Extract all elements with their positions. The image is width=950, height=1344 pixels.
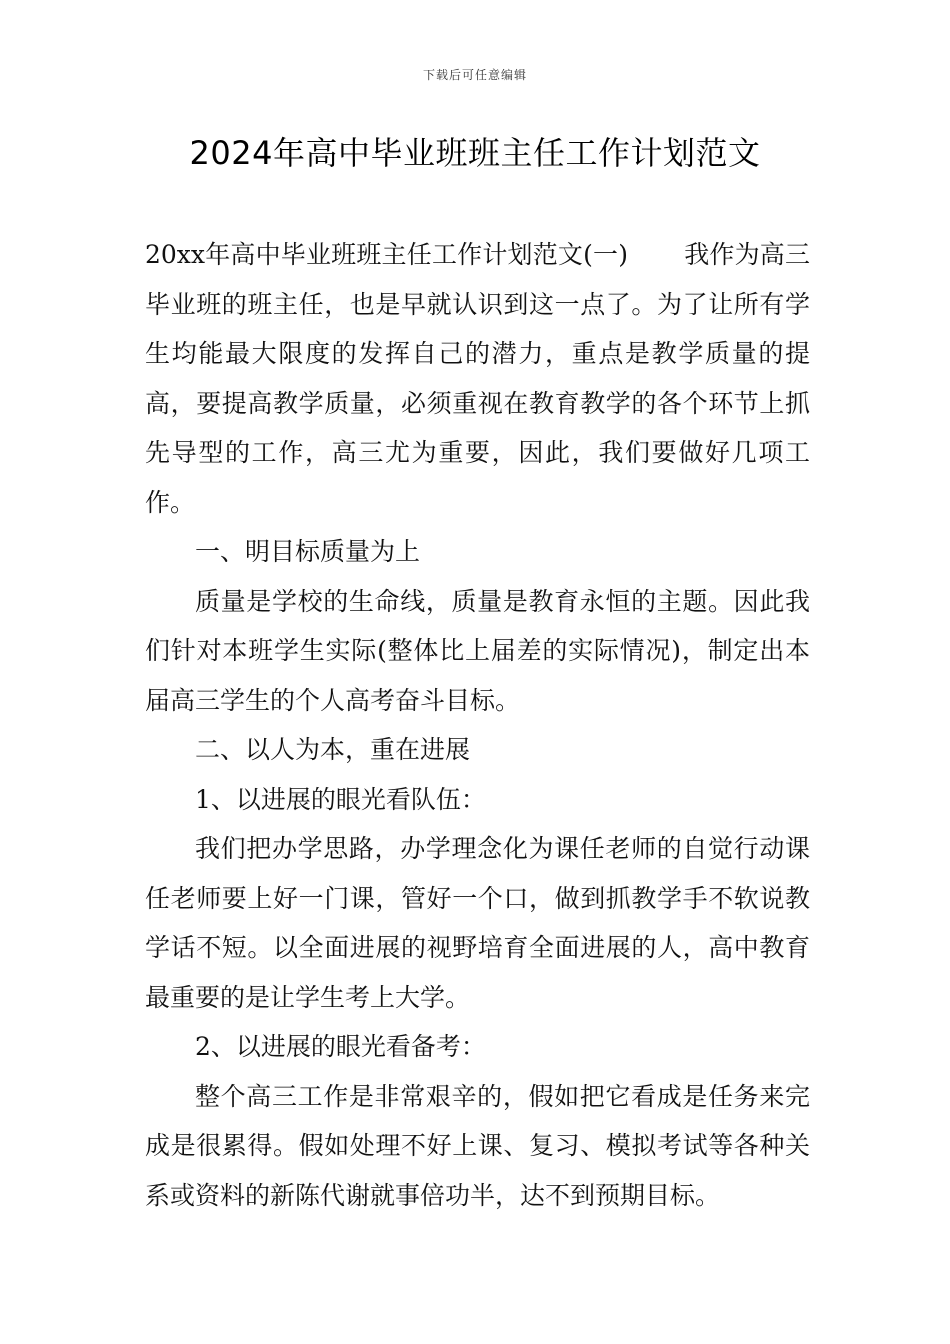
paragraph-exam-prep: 整个高三工作是非常艰辛的，假如把它看成是任务来完成是很累得。假如处理不好上课、复习、模拟考试等各种关系或资料的新陈代谢就事倍功半，达不到预期目标。 [145, 1081, 810, 1210]
header-note: 下载后可任意编辑 [422, 68, 527, 82]
subheading-2: 2、以进展的眼光看备考： [195, 1032, 486, 1061]
section-heading-2: 二、以人为本，重在进展 [195, 735, 471, 764]
section-heading-1: 一、明目标质量为上 [195, 537, 421, 566]
paragraph-team: 我们把办学思路，办学理念化为课任老师的自觉行动课任老师要上好一门课，管好一个口，做到抓教学手不软说教学话不短。以全面进展的视野培育全面进展的人，高中教育最重要的是让学生考上大学。 [145, 834, 810, 1012]
intro-paragraph [145, 230, 810, 527]
intro-text: 我作为高三毕业班的班主任，也是早就认识到这一点了。为了让所有学生均能最大限度的发挥自己的潜力，重点是教学质量的提高，要提高教学质量，必须重视在教育教学的各个环节上抓先导型的工作，高三尤为重要，因此，我们要做好几项工作。 [145, 240, 810, 517]
intro-heading: 20xx年高中毕业班班主任工作计划范文(一) [145, 240, 629, 269]
document-title: 2024年高中毕业班班主任工作计划范文 [189, 134, 761, 172]
paragraph-quality: 质量是学校的生命线，质量是教育永恒的主题。因此我们针对本班学生实际(整体比上届差的实际情况)，制定出本届高三学生的个人高考奋斗目标。 [145, 586, 810, 715]
subheading-1: 1、以进展的眼光看队伍： [195, 784, 486, 814]
document-body [145, 230, 810, 1220]
